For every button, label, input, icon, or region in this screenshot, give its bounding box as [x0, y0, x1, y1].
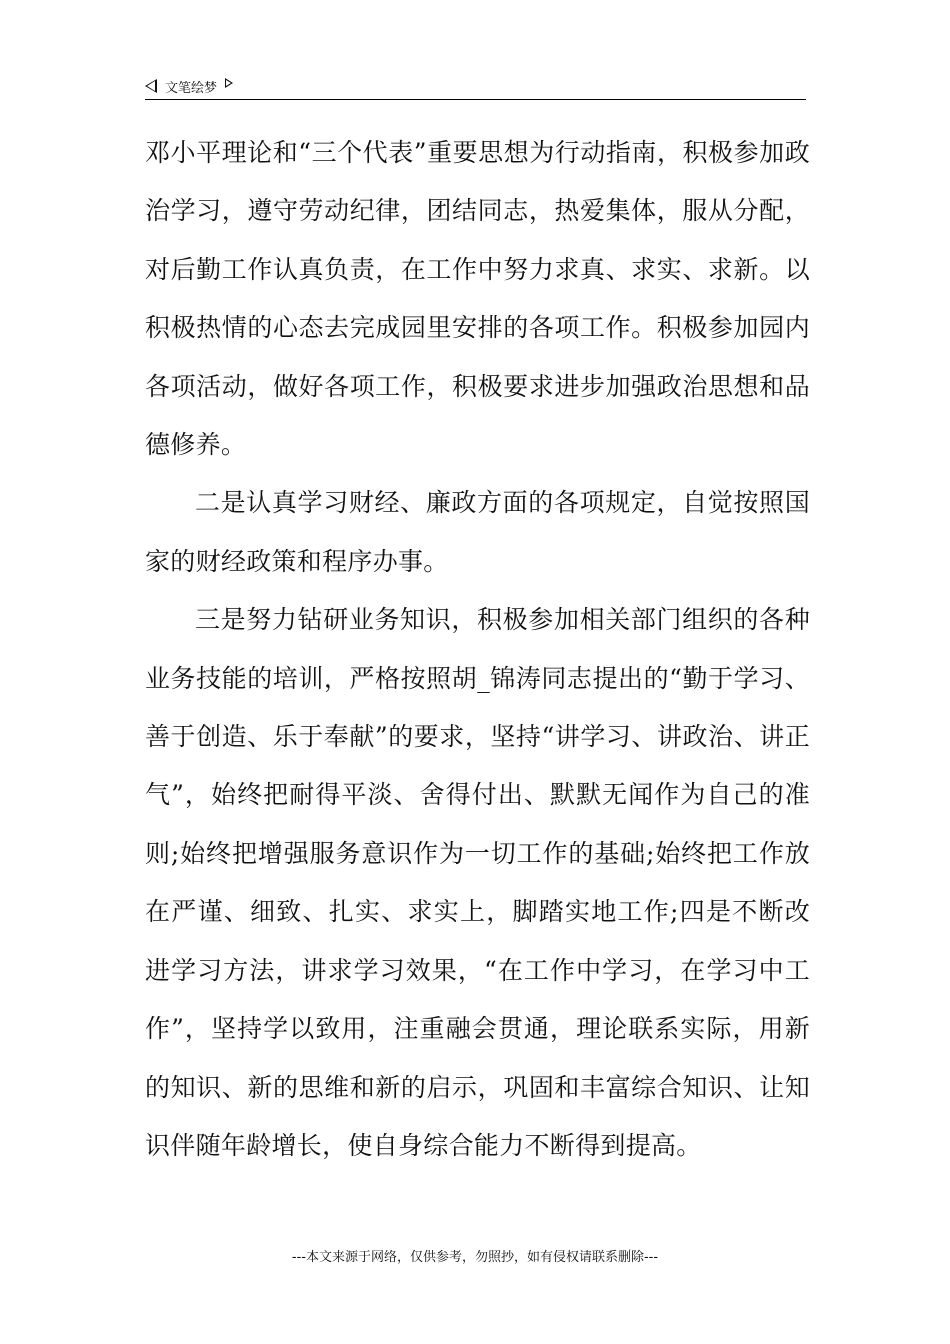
triangle-right-icon	[225, 78, 233, 88]
paragraph-3: 三是努力钻研业务知识，积极参加相关部门组织的各种业务技能的培训，严格按照胡_锦涛同志提出的“勤于学习、善于创造、乐于奉献”的要求，坚持“讲学习、讲政治、讲正气”，始终把耐得平淡、舍得付出、默默无闻作为自己的准则;始终把增强服务意识作为一切工作的基础;始终把工作放在严谨、细致、扎实、求实上，脚踏实地工作;四是不断改进学习方法，讲求学习效果，“在工作中学习，在学习中工作”，坚持学以致用，注重融会贯通，理论联系实际，用新的知识、新的思维和新的启示，巩固和丰富综合知识、让知识伴随年龄增长，使自身综合能力不断得到提高。	[145, 605, 810, 1160]
header-title: 文笔绘梦	[165, 80, 218, 96]
paragraph-1: 邓小平理论和“三个代表”重要思想为行动指南，积极参加政治学习，遵守劳动纪律，团结同志，热爱集体，服从分配，对后勤工作认真负责，在工作中努力求真、求实、求新。以积极热情的心态去完成园里安排的各项工作。积极参加园内各项活动，做好各项工作，积极要求进步加强政治思想和品德修养。	[145, 138, 810, 460]
triangle-left-icon	[145, 79, 157, 93]
page-header	[145, 73, 806, 100]
document-body	[145, 124, 810, 1175]
footer-notice: ---本文来源于网络，仅供参考，勿照抄，如有侵权请联系删除---	[291, 1250, 659, 1265]
paragraph-2: 二是认真学习财经、廉政方面的各项规定，自觉按照国家的财经政策和程序办事。	[145, 488, 810, 576]
